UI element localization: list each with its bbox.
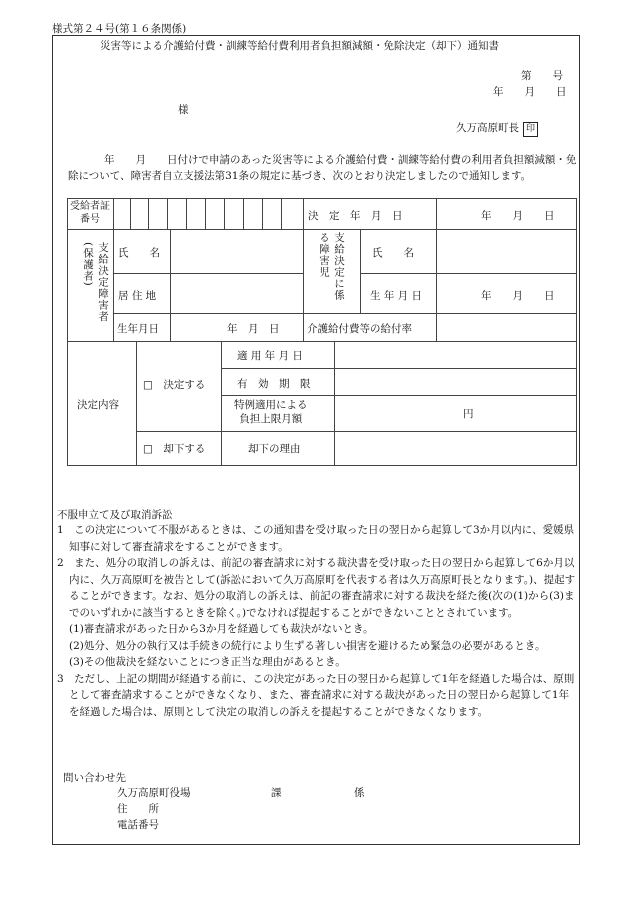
special-limit-line1: 特例適用による [234,399,308,411]
address-label: 居 住 地 [118,290,157,302]
appeal-item-2: 2 また、処分の取消しの訴えは、前記の審査請求に対する裁決書を受け取った日の翌日から起算して6か月以内に、久万高原町を被告として(訴訟において久万高原町を代表する者は久万高原町長となります。)、提起することができます。なお、処分の取消しの訴えは、前記の審査請求に対する裁決を経た後(次の(1)から(3)までのいずれかに該当するときを除く。)でなければ提起することができないこととされています。 [57,557,576,619]
birth-label: 生年月日 [117,323,159,335]
number-label: 第 号 [521,70,563,82]
reject-option[interactable]: □ 却下する [143,443,206,455]
contact-heading: 問い合わせ先 [63,772,126,784]
intro-text: 年 月 日付けで申請のあった災害等による介護給付費・訓練等給付費の利用者負担額減額・免除について、障害者自立支援法第31条の規定に基づき、次のとおり決定しましたので通知します。 [68,154,577,182]
date-label: 年 月 日 [493,86,567,98]
decision-date-value: 年 月 日 [481,210,555,222]
issuer [456,120,538,137]
yen-unit: 円 [463,408,474,420]
valid-period-label: 有 効 期 限 [237,378,311,390]
decide-option[interactable]: □ 決定する [143,379,206,391]
appeal-sub-2: (2)処分、処分の執行又は手続きの続行により生ずる著しい損害を避けるため緊急の必要があるとき。 [69,639,546,652]
seal-mark: 印 [523,122,538,137]
birth-value: 年 月 日 [227,323,280,335]
benefit-rate-label: 介護給付費等の給付率 [307,323,412,335]
contact-staff: 係 [354,787,365,799]
appeal-item-1: 1 この決定について不服があるときは、この通知書を受け取った日の翌日から起算して3か月以内に、愛媛県知事に対して審査請求をすることができます。 [57,524,575,553]
child-label: 支給決定に係る障害児 [318,232,345,301]
guardian-label: 支給決定障害者(保護者) [82,242,109,323]
recipient-suffix: 様 [178,104,189,116]
child-name-label: 氏 名 [372,247,414,259]
document-title: 災害等による介護給付費・訓練等給付費利用者負担額減額・免除決定（却下）通知書 [100,40,499,52]
recipient-no-label: 受給者証番号 [70,201,110,225]
contact-office: 久万高原町役場 [117,787,191,799]
name-label: 氏 名 [118,247,160,259]
appeal-heading: 不服申立て及び取消訴訟 [57,509,173,521]
child-birth-label: 生 年 月 日 [370,290,423,302]
contact-address: 住 所 [117,803,159,815]
contact-section: 課 [271,787,282,799]
decision-content-label: 決定内容 [77,399,119,411]
decision-date-label: 決 定 年 月 日 [308,210,403,222]
apply-date-label: 適 用 年 月 日 [237,350,303,362]
issuer-name: 久万高原町長 [456,122,519,134]
appeal-body [57,522,577,720]
special-limit-line2: 負担上限月額 [239,413,303,425]
appeal-sub-1: (1)審査請求があった日から3か月を経過しても裁決がないとき。 [69,623,374,635]
appeal-sub-3: (3)その他裁決を経ないことにつき正当な理由があるとき。 [69,656,346,668]
child-birth-value: 年 月 日 [481,290,555,302]
form-number: 様式第２４号(第１６条関係) [52,23,187,35]
special-limit-label [234,398,308,426]
reject-reason-label: 却下の理由 [248,443,301,455]
intro-paragraph [68,153,578,184]
contact-phone: 電話番号 [117,819,159,831]
appeal-item-3: 3 ただし、上記の期間が経過する前に、この決定があった日の翌日から起算して1年を経過した場合は、原則として審査請求することができなくなり、また、審査請求に対する裁決があった日の翌日から起算して1年を経過した場合は、原則として決定の取消しの訴えを提起することができなくなります。 [57,672,575,718]
